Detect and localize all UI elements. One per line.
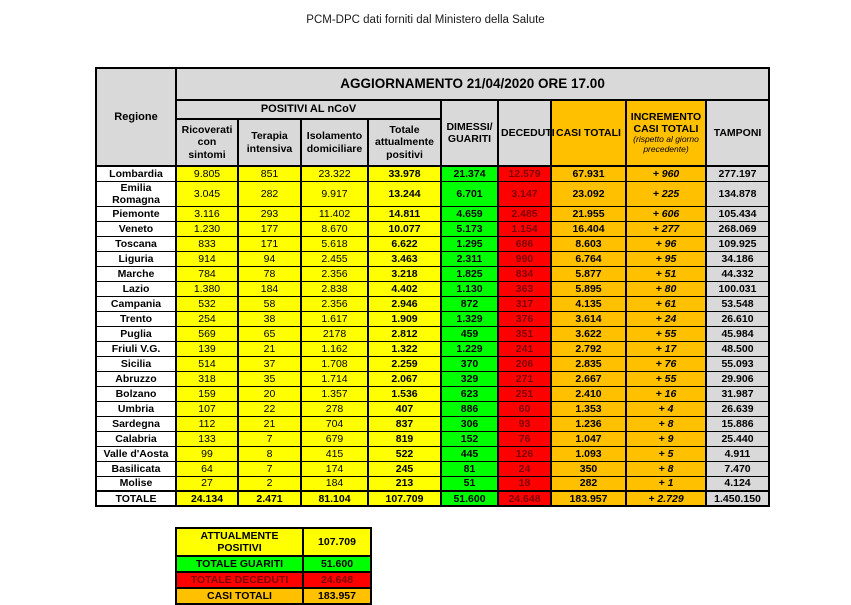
region-name-cell: Veneto <box>96 221 176 236</box>
region-name-cell: Puglia <box>96 326 176 341</box>
casi-cell: 21.955 <box>551 206 626 221</box>
region-name-cell: Trento <box>96 311 176 326</box>
guariti-cell: 1.130 <box>441 281 498 296</box>
region-name-cell: Lombardia <box>96 166 176 181</box>
totale-positivi-cell: 2.259 <box>368 356 441 371</box>
totale-positivi-cell: 3.218 <box>368 266 441 281</box>
region-row <box>96 181 769 206</box>
ricoverati-cell: 99 <box>176 446 238 461</box>
terapia-cell: 851 <box>238 166 301 181</box>
terapia-cell: 184 <box>238 281 301 296</box>
totale-positivi-cell: 1.909 <box>368 311 441 326</box>
tamponi-cell: 26.610 <box>706 311 769 326</box>
summary-table <box>175 527 372 605</box>
summary-table-body <box>176 528 371 604</box>
terapia-intensiva-header: Terapia intensiva <box>238 119 301 166</box>
totale-positivi-cell: 14.811 <box>368 206 441 221</box>
region-name-cell: Toscana <box>96 236 176 251</box>
region-name-cell: Friuli V.G. <box>96 341 176 356</box>
guariti-cell: 152 <box>441 431 498 446</box>
region-row <box>96 401 769 416</box>
casi-cell: 1.236 <box>551 416 626 431</box>
deceduti-cell: 93 <box>498 416 551 431</box>
guariti-cell: 1.229 <box>441 341 498 356</box>
deceduti-cell: 76 <box>498 431 551 446</box>
isolamento-cell: 278 <box>301 401 368 416</box>
guariti-cell: 51.600 <box>441 491 498 506</box>
terapia-cell: 21 <box>238 341 301 356</box>
region-name-cell: Campania <box>96 296 176 311</box>
casi-cell: 2.410 <box>551 386 626 401</box>
guariti-cell: 1.825 <box>441 266 498 281</box>
incremento-cell: + 51 <box>626 266 706 281</box>
ricoverati-cell: 27 <box>176 476 238 491</box>
region-name-cell: Calabria <box>96 431 176 446</box>
region-name-cell: Valle d'Aosta <box>96 446 176 461</box>
casi-cell: 6.764 <box>551 251 626 266</box>
region-row <box>96 251 769 266</box>
dimessi-guariti-header: DIMESSI/ GUARITI <box>441 100 498 166</box>
totale-positivi-cell: 33.978 <box>368 166 441 181</box>
isolamento-cell: 81.104 <box>301 491 368 506</box>
totale-positivi-cell: 1.536 <box>368 386 441 401</box>
terapia-cell: 35 <box>238 371 301 386</box>
terapia-cell: 177 <box>238 221 301 236</box>
totale-row <box>96 491 769 506</box>
region-row <box>96 296 769 311</box>
guariti-cell: 81 <box>441 461 498 476</box>
tamponi-cell: 31.987 <box>706 386 769 401</box>
tamponi-cell: 4.124 <box>706 476 769 491</box>
casi-cell: 3.622 <box>551 326 626 341</box>
terapia-cell: 7 <box>238 431 301 446</box>
isolamento-cell: 679 <box>301 431 368 446</box>
guariti-cell: 370 <box>441 356 498 371</box>
region-row <box>96 446 769 461</box>
deceduti-cell: 18 <box>498 476 551 491</box>
ricoverati-cell: 9.805 <box>176 166 238 181</box>
ricoverati-cell: 133 <box>176 431 238 446</box>
guariti-cell: 21.374 <box>441 166 498 181</box>
ricoverati-cell: 914 <box>176 251 238 266</box>
totale-positivi-cell: 407 <box>368 401 441 416</box>
incremento-cell: + 17 <box>626 341 706 356</box>
region-row <box>96 416 769 431</box>
casi-cell: 5.877 <box>551 266 626 281</box>
totale-positivi-cell: 522 <box>368 446 441 461</box>
guariti-cell: 1.329 <box>441 311 498 326</box>
deceduti-header: DECEDUTI <box>498 100 551 166</box>
region-row <box>96 281 769 296</box>
ricoverati-cell: 107 <box>176 401 238 416</box>
ricoverati-cell: 784 <box>176 266 238 281</box>
tamponi-cell: 55.093 <box>706 356 769 371</box>
tamponi-cell: 25.440 <box>706 431 769 446</box>
region-name-cell: Sicilia <box>96 356 176 371</box>
terapia-cell: 293 <box>238 206 301 221</box>
casi-cell: 183.957 <box>551 491 626 506</box>
incremento-cell: + 2.729 <box>626 491 706 506</box>
casi-cell: 1.093 <box>551 446 626 461</box>
main-table-body <box>96 166 769 506</box>
isolamento-cell: 1.714 <box>301 371 368 386</box>
incremento-cell: + 8 <box>626 416 706 431</box>
casi-cell: 2.792 <box>551 341 626 356</box>
terapia-cell: 20 <box>238 386 301 401</box>
totale-positivi-cell: 3.463 <box>368 251 441 266</box>
isolamento-cell: 2178 <box>301 326 368 341</box>
summary-value: 24.648 <box>303 572 371 588</box>
summary-row <box>176 572 371 588</box>
incremento-cell: + 5 <box>626 446 706 461</box>
summary-label: TOTALE DECEDUTI <box>176 572 303 588</box>
region-column-header: Regione <box>96 68 176 166</box>
tamponi-cell: 277.197 <box>706 166 769 181</box>
region-name-cell: Marche <box>96 266 176 281</box>
totale-label-cell: TOTALE <box>96 491 176 506</box>
totale-positivi-cell: 107.709 <box>368 491 441 506</box>
ricoverati-cell: 64 <box>176 461 238 476</box>
isolamento-cell: 2.838 <box>301 281 368 296</box>
guariti-cell: 886 <box>441 401 498 416</box>
ricoverati-cell: 139 <box>176 341 238 356</box>
terapia-cell: 282 <box>238 181 301 206</box>
tamponi-cell: 134.878 <box>706 181 769 206</box>
region-row <box>96 236 769 251</box>
isolamento-cell: 2.356 <box>301 296 368 311</box>
isolamento-cell: 1.617 <box>301 311 368 326</box>
region-name-cell: Piemonte <box>96 206 176 221</box>
incremento-cell: + 1 <box>626 476 706 491</box>
isolamento-cell: 8.670 <box>301 221 368 236</box>
isolamento-header: Isolamento domiciliare <box>301 119 368 166</box>
deceduti-cell: 206 <box>498 356 551 371</box>
summary-value: 51.600 <box>303 556 371 572</box>
summary-label: TOTALE GUARITI <box>176 556 303 572</box>
terapia-cell: 7 <box>238 461 301 476</box>
region-name-cell: Bolzano <box>96 386 176 401</box>
ricoverati-cell: 24.134 <box>176 491 238 506</box>
ricoverati-cell: 318 <box>176 371 238 386</box>
totale-positivi-cell: 2.946 <box>368 296 441 311</box>
isolamento-cell: 1.357 <box>301 386 368 401</box>
region-name-cell: Abruzzo <box>96 371 176 386</box>
incremento-cell: + 606 <box>626 206 706 221</box>
casi-cell: 16.404 <box>551 221 626 236</box>
summary-value: 107.709 <box>303 528 371 556</box>
tamponi-cell: 26.639 <box>706 401 769 416</box>
guariti-cell: 5.173 <box>441 221 498 236</box>
region-row <box>96 311 769 326</box>
incremento-cell: + 55 <box>626 371 706 386</box>
isolamento-cell: 1.708 <box>301 356 368 371</box>
guariti-cell: 306 <box>441 416 498 431</box>
incremento-cell: + 80 <box>626 281 706 296</box>
casi-cell: 3.614 <box>551 311 626 326</box>
terapia-cell: 78 <box>238 266 301 281</box>
region-name-cell: Lazio <box>96 281 176 296</box>
tamponi-cell: 48.500 <box>706 341 769 356</box>
region-name-cell: Basilicata <box>96 461 176 476</box>
isolamento-cell: 23.322 <box>301 166 368 181</box>
totale-positivi-header: Totale attualmente positivi <box>368 119 441 166</box>
terapia-cell: 171 <box>238 236 301 251</box>
deceduti-cell: 271 <box>498 371 551 386</box>
deceduti-cell: 126 <box>498 446 551 461</box>
totale-positivi-cell: 2.067 <box>368 371 441 386</box>
tamponi-cell: 4.911 <box>706 446 769 461</box>
region-row <box>96 266 769 281</box>
region-row <box>96 341 769 356</box>
region-row <box>96 221 769 236</box>
guariti-cell: 6.701 <box>441 181 498 206</box>
deceduti-cell: 24 <box>498 461 551 476</box>
deceduti-cell: 376 <box>498 311 551 326</box>
tamponi-cell: 268.069 <box>706 221 769 236</box>
casi-cell: 1.353 <box>551 401 626 416</box>
totale-positivi-cell: 837 <box>368 416 441 431</box>
summary-row <box>176 528 371 556</box>
deceduti-cell: 363 <box>498 281 551 296</box>
terapia-cell: 38 <box>238 311 301 326</box>
isolamento-cell: 2.455 <box>301 251 368 266</box>
tamponi-cell: 105.434 <box>706 206 769 221</box>
terapia-cell: 22 <box>238 401 301 416</box>
incremento-cell: + 8 <box>626 461 706 476</box>
terapia-cell: 2 <box>238 476 301 491</box>
incremento-cell: + 76 <box>626 356 706 371</box>
casi-cell: 2.667 <box>551 371 626 386</box>
terapia-cell: 37 <box>238 356 301 371</box>
casi-cell: 350 <box>551 461 626 476</box>
update-banner: AGGIORNAMENTO 21/04/2020 ORE 17.00 <box>176 68 769 100</box>
summary-value: 183.957 <box>303 588 371 604</box>
isolamento-cell: 1.162 <box>301 341 368 356</box>
isolamento-cell: 9.917 <box>301 181 368 206</box>
region-row <box>96 326 769 341</box>
ricoverati-cell: 532 <box>176 296 238 311</box>
ricoverati-cell: 569 <box>176 326 238 341</box>
isolamento-cell: 184 <box>301 476 368 491</box>
casi-cell: 23.092 <box>551 181 626 206</box>
deceduti-cell: 1.154 <box>498 221 551 236</box>
ricoverati-cell: 833 <box>176 236 238 251</box>
totale-positivi-cell: 1.322 <box>368 341 441 356</box>
region-row <box>96 431 769 446</box>
guariti-cell: 872 <box>441 296 498 311</box>
totale-positivi-cell: 4.402 <box>368 281 441 296</box>
ricoverati-header: Ricoverati con sintomi <box>176 119 238 166</box>
region-row <box>96 371 769 386</box>
incremento-cell: + 55 <box>626 326 706 341</box>
guariti-cell: 445 <box>441 446 498 461</box>
guariti-cell: 1.295 <box>441 236 498 251</box>
incremento-cell: + 95 <box>626 251 706 266</box>
tamponi-cell: 109.925 <box>706 236 769 251</box>
incremento-cell: + 24 <box>626 311 706 326</box>
ricoverati-cell: 112 <box>176 416 238 431</box>
guariti-cell: 623 <box>441 386 498 401</box>
incremento-header-note: (rispetto al giorno precedente) <box>633 134 699 155</box>
ricoverati-cell: 3.116 <box>176 206 238 221</box>
totale-positivi-cell: 245 <box>368 461 441 476</box>
casi-cell: 1.047 <box>551 431 626 446</box>
tamponi-cell: 45.984 <box>706 326 769 341</box>
ricoverati-cell: 514 <box>176 356 238 371</box>
region-name-cell: Sardegna <box>96 416 176 431</box>
region-name-cell: Molise <box>96 476 176 491</box>
ricoverati-cell: 254 <box>176 311 238 326</box>
region-row <box>96 166 769 181</box>
casi-cell: 282 <box>551 476 626 491</box>
terapia-cell: 8 <box>238 446 301 461</box>
guariti-cell: 329 <box>441 371 498 386</box>
tamponi-cell: 7.470 <box>706 461 769 476</box>
region-row <box>96 476 769 491</box>
terapia-cell: 58 <box>238 296 301 311</box>
incremento-cell: + 4 <box>626 401 706 416</box>
covid-data-table <box>95 67 770 507</box>
deceduti-cell: 12.579 <box>498 166 551 181</box>
tamponi-cell: 44.332 <box>706 266 769 281</box>
summary-label: ATTUALMENTE POSITIVI <box>176 528 303 556</box>
deceduti-cell: 686 <box>498 236 551 251</box>
page-title: PCM-DPC dati forniti dal Ministero della Salute <box>306 14 545 26</box>
tamponi-cell: 34.186 <box>706 251 769 266</box>
deceduti-cell: 2.485 <box>498 206 551 221</box>
incremento-cell: + 9 <box>626 431 706 446</box>
guariti-cell: 4.659 <box>441 206 498 221</box>
totale-positivi-cell: 13.244 <box>368 181 441 206</box>
casi-cell: 4.135 <box>551 296 626 311</box>
deceduti-cell: 24.648 <box>498 491 551 506</box>
region-row <box>96 386 769 401</box>
incremento-cell: + 225 <box>626 181 706 206</box>
region-name-cell: Emilia Romagna <box>96 181 176 206</box>
region-row <box>96 461 769 476</box>
terapia-cell: 94 <box>238 251 301 266</box>
positivi-group-header: POSITIVI AL nCoV <box>176 100 441 119</box>
deceduti-cell: 241 <box>498 341 551 356</box>
isolamento-cell: 11.402 <box>301 206 368 221</box>
incremento-header-title: INCREMENTO CASI TOTALI <box>630 111 702 136</box>
tamponi-header: TAMPONI <box>706 100 769 166</box>
isolamento-cell: 2.356 <box>301 266 368 281</box>
deceduti-cell: 251 <box>498 386 551 401</box>
casi-totali-header: CASI TOTALI <box>551 100 626 166</box>
terapia-cell: 2.471 <box>238 491 301 506</box>
summary-row <box>176 588 371 604</box>
casi-cell: 5.895 <box>551 281 626 296</box>
totale-positivi-cell: 819 <box>368 431 441 446</box>
ricoverati-cell: 1.380 <box>176 281 238 296</box>
terapia-cell: 21 <box>238 416 301 431</box>
terapia-cell: 65 <box>238 326 301 341</box>
tamponi-cell: 100.031 <box>706 281 769 296</box>
guariti-cell: 2.311 <box>441 251 498 266</box>
tamponi-cell: 1.450.150 <box>706 491 769 506</box>
incremento-header <box>626 100 706 166</box>
deceduti-cell: 317 <box>498 296 551 311</box>
guariti-cell: 459 <box>441 326 498 341</box>
deceduti-cell: 990 <box>498 251 551 266</box>
guariti-cell: 51 <box>441 476 498 491</box>
summary-row <box>176 556 371 572</box>
casi-cell: 8.603 <box>551 236 626 251</box>
isolamento-cell: 5.618 <box>301 236 368 251</box>
incremento-cell: + 277 <box>626 221 706 236</box>
totale-positivi-cell: 2.812 <box>368 326 441 341</box>
incremento-cell: + 61 <box>626 296 706 311</box>
casi-cell: 2.835 <box>551 356 626 371</box>
isolamento-cell: 704 <box>301 416 368 431</box>
totale-positivi-cell: 213 <box>368 476 441 491</box>
region-name-cell: Umbria <box>96 401 176 416</box>
casi-cell: 67.931 <box>551 166 626 181</box>
deceduti-cell: 834 <box>498 266 551 281</box>
summary-label: CASI TOTALI <box>176 588 303 604</box>
region-row <box>96 356 769 371</box>
tamponi-cell: 15.886 <box>706 416 769 431</box>
tamponi-cell: 29.906 <box>706 371 769 386</box>
incremento-cell: + 16 <box>626 386 706 401</box>
totale-positivi-cell: 10.077 <box>368 221 441 236</box>
region-row <box>96 206 769 221</box>
deceduti-cell: 3.147 <box>498 181 551 206</box>
isolamento-cell: 174 <box>301 461 368 476</box>
ricoverati-cell: 159 <box>176 386 238 401</box>
incremento-cell: + 96 <box>626 236 706 251</box>
region-name-cell: Liguria <box>96 251 176 266</box>
totale-positivi-cell: 6.622 <box>368 236 441 251</box>
ricoverati-cell: 3.045 <box>176 181 238 206</box>
deceduti-cell: 60 <box>498 401 551 416</box>
deceduti-cell: 351 <box>498 326 551 341</box>
tamponi-cell: 53.548 <box>706 296 769 311</box>
isolamento-cell: 415 <box>301 446 368 461</box>
incremento-cell: + 960 <box>626 166 706 181</box>
ricoverati-cell: 1.230 <box>176 221 238 236</box>
